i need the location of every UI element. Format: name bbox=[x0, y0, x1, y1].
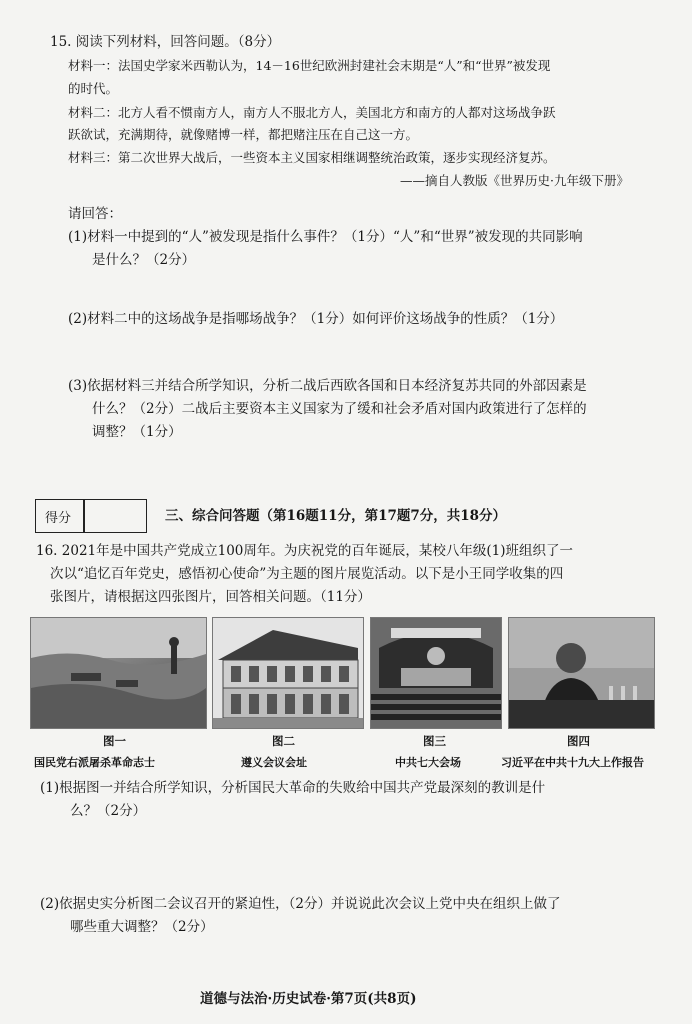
q15-material2-line2: 跃欲试，充满期待，就像赌博一样，都把赌注压在自己这一方。 bbox=[68, 127, 419, 142]
figure2-caption: 遵义会议会址 bbox=[241, 756, 307, 769]
figure4-caption: 习近平在中共十九大上作报告 bbox=[501, 756, 644, 769]
q15-material3-line1: 材料三：第二次世界大战后，一些资本主义国家相继调整统治政策，逐步实现经济复苏。 bbox=[68, 150, 556, 165]
figure4-speaker-icon bbox=[509, 618, 654, 728]
q16-stem-line2: 次以“追忆百年党史，感悟初心使命”为主题的图片展览活动。以下是小王同学收集的四 bbox=[50, 566, 564, 582]
q16-sub1-line1: (1)根据图一并结合所学知识，分析国民大革命的失败给中国共产党最深刻的教训是什 bbox=[40, 780, 546, 796]
figure1-label: 图一 bbox=[103, 734, 126, 748]
score-box bbox=[35, 499, 147, 533]
q15-please-answer: 请回答： bbox=[68, 206, 122, 222]
q15-stem: 15. 阅读下列材料，回答问题。（8分） bbox=[50, 34, 281, 50]
q15-sub3-line1: (3)依据材料三并结合所学知识，分析二战后西欧各国和日本经济复苏共同的外部因素是 bbox=[68, 378, 587, 394]
figure2-label: 图二 bbox=[272, 734, 295, 748]
score-label: 得分 bbox=[45, 511, 72, 526]
q15-sub1-line2: 是什么？（2分） bbox=[92, 252, 196, 268]
figure3-label: 图三 bbox=[423, 734, 446, 748]
q16-sub2-line1: (2)依据史实分析图二会议召开的紧迫性，（2分）并说说此次会议上党中央在组织上做了 bbox=[40, 896, 561, 912]
figure3-meeting-hall-icon bbox=[371, 618, 501, 728]
q16-stem-line3: 张图片，请根据这四张图片，回答相关问题。（11分） bbox=[50, 589, 371, 605]
q16-stem-line1: 16. 2021年是中国共产党成立100周年。为庆祝党的百年诞辰，某校八年级(1)班组织了一 bbox=[36, 543, 574, 559]
q15-sub2-line1: (2)材料二中的这场战争是指哪场战争？（1分）如何评价这场战争的性质？（1分） bbox=[68, 311, 564, 327]
figure3-caption: 中共七大会场 bbox=[395, 756, 461, 769]
score-box-divider bbox=[83, 500, 85, 532]
figure1-caption: 国民党右派屠杀革命志士 bbox=[34, 756, 155, 769]
q15-sub1-line1: (1)材料一中提到的“人”被发现是指什么事件？（1分）“人”和“世界”被发现的共同影响 bbox=[68, 229, 583, 245]
figure1-photo bbox=[30, 617, 207, 729]
q16-sub2-line2: 哪些重大调整？（2分） bbox=[70, 919, 214, 935]
q15-sub3-line2: 什么？（2分）二战后主要资本主义国家为了缓和社会矛盾对国内政策进行了怎样的 bbox=[92, 401, 587, 417]
figure2-photo bbox=[212, 617, 364, 729]
q15-source: ——摘自人教版《世界历史·九年级下册》 bbox=[400, 173, 629, 188]
q15-material2-line1: 材料二：北方人看不惯南方人，南方人不服北方人，美国北方和南方的人都对这场战争跃 bbox=[68, 105, 556, 120]
section3-title: 三、综合问答题（第16题11分，第17题7分，共18分） bbox=[165, 508, 507, 524]
page-footer: 道德与法治·历史试卷·第7页(共8页) bbox=[200, 991, 417, 1007]
figure4-photo bbox=[508, 617, 655, 729]
q15-material1-line2: 的时代。 bbox=[68, 81, 119, 96]
figure3-photo bbox=[370, 617, 502, 729]
q15-material1-line1: 材料一：法国史学家米西勒认为，14－16世纪欧洲封建社会末期是“人”和“世界”被发现 bbox=[68, 58, 551, 73]
q16-sub1-line2: 么？（2分） bbox=[70, 803, 147, 819]
figure1-execution-scene-icon bbox=[31, 618, 206, 728]
q15-sub3-line3: 调整？（1分） bbox=[92, 424, 182, 440]
figure4-label: 图四 bbox=[567, 734, 590, 748]
figure2-building-icon bbox=[213, 618, 363, 728]
